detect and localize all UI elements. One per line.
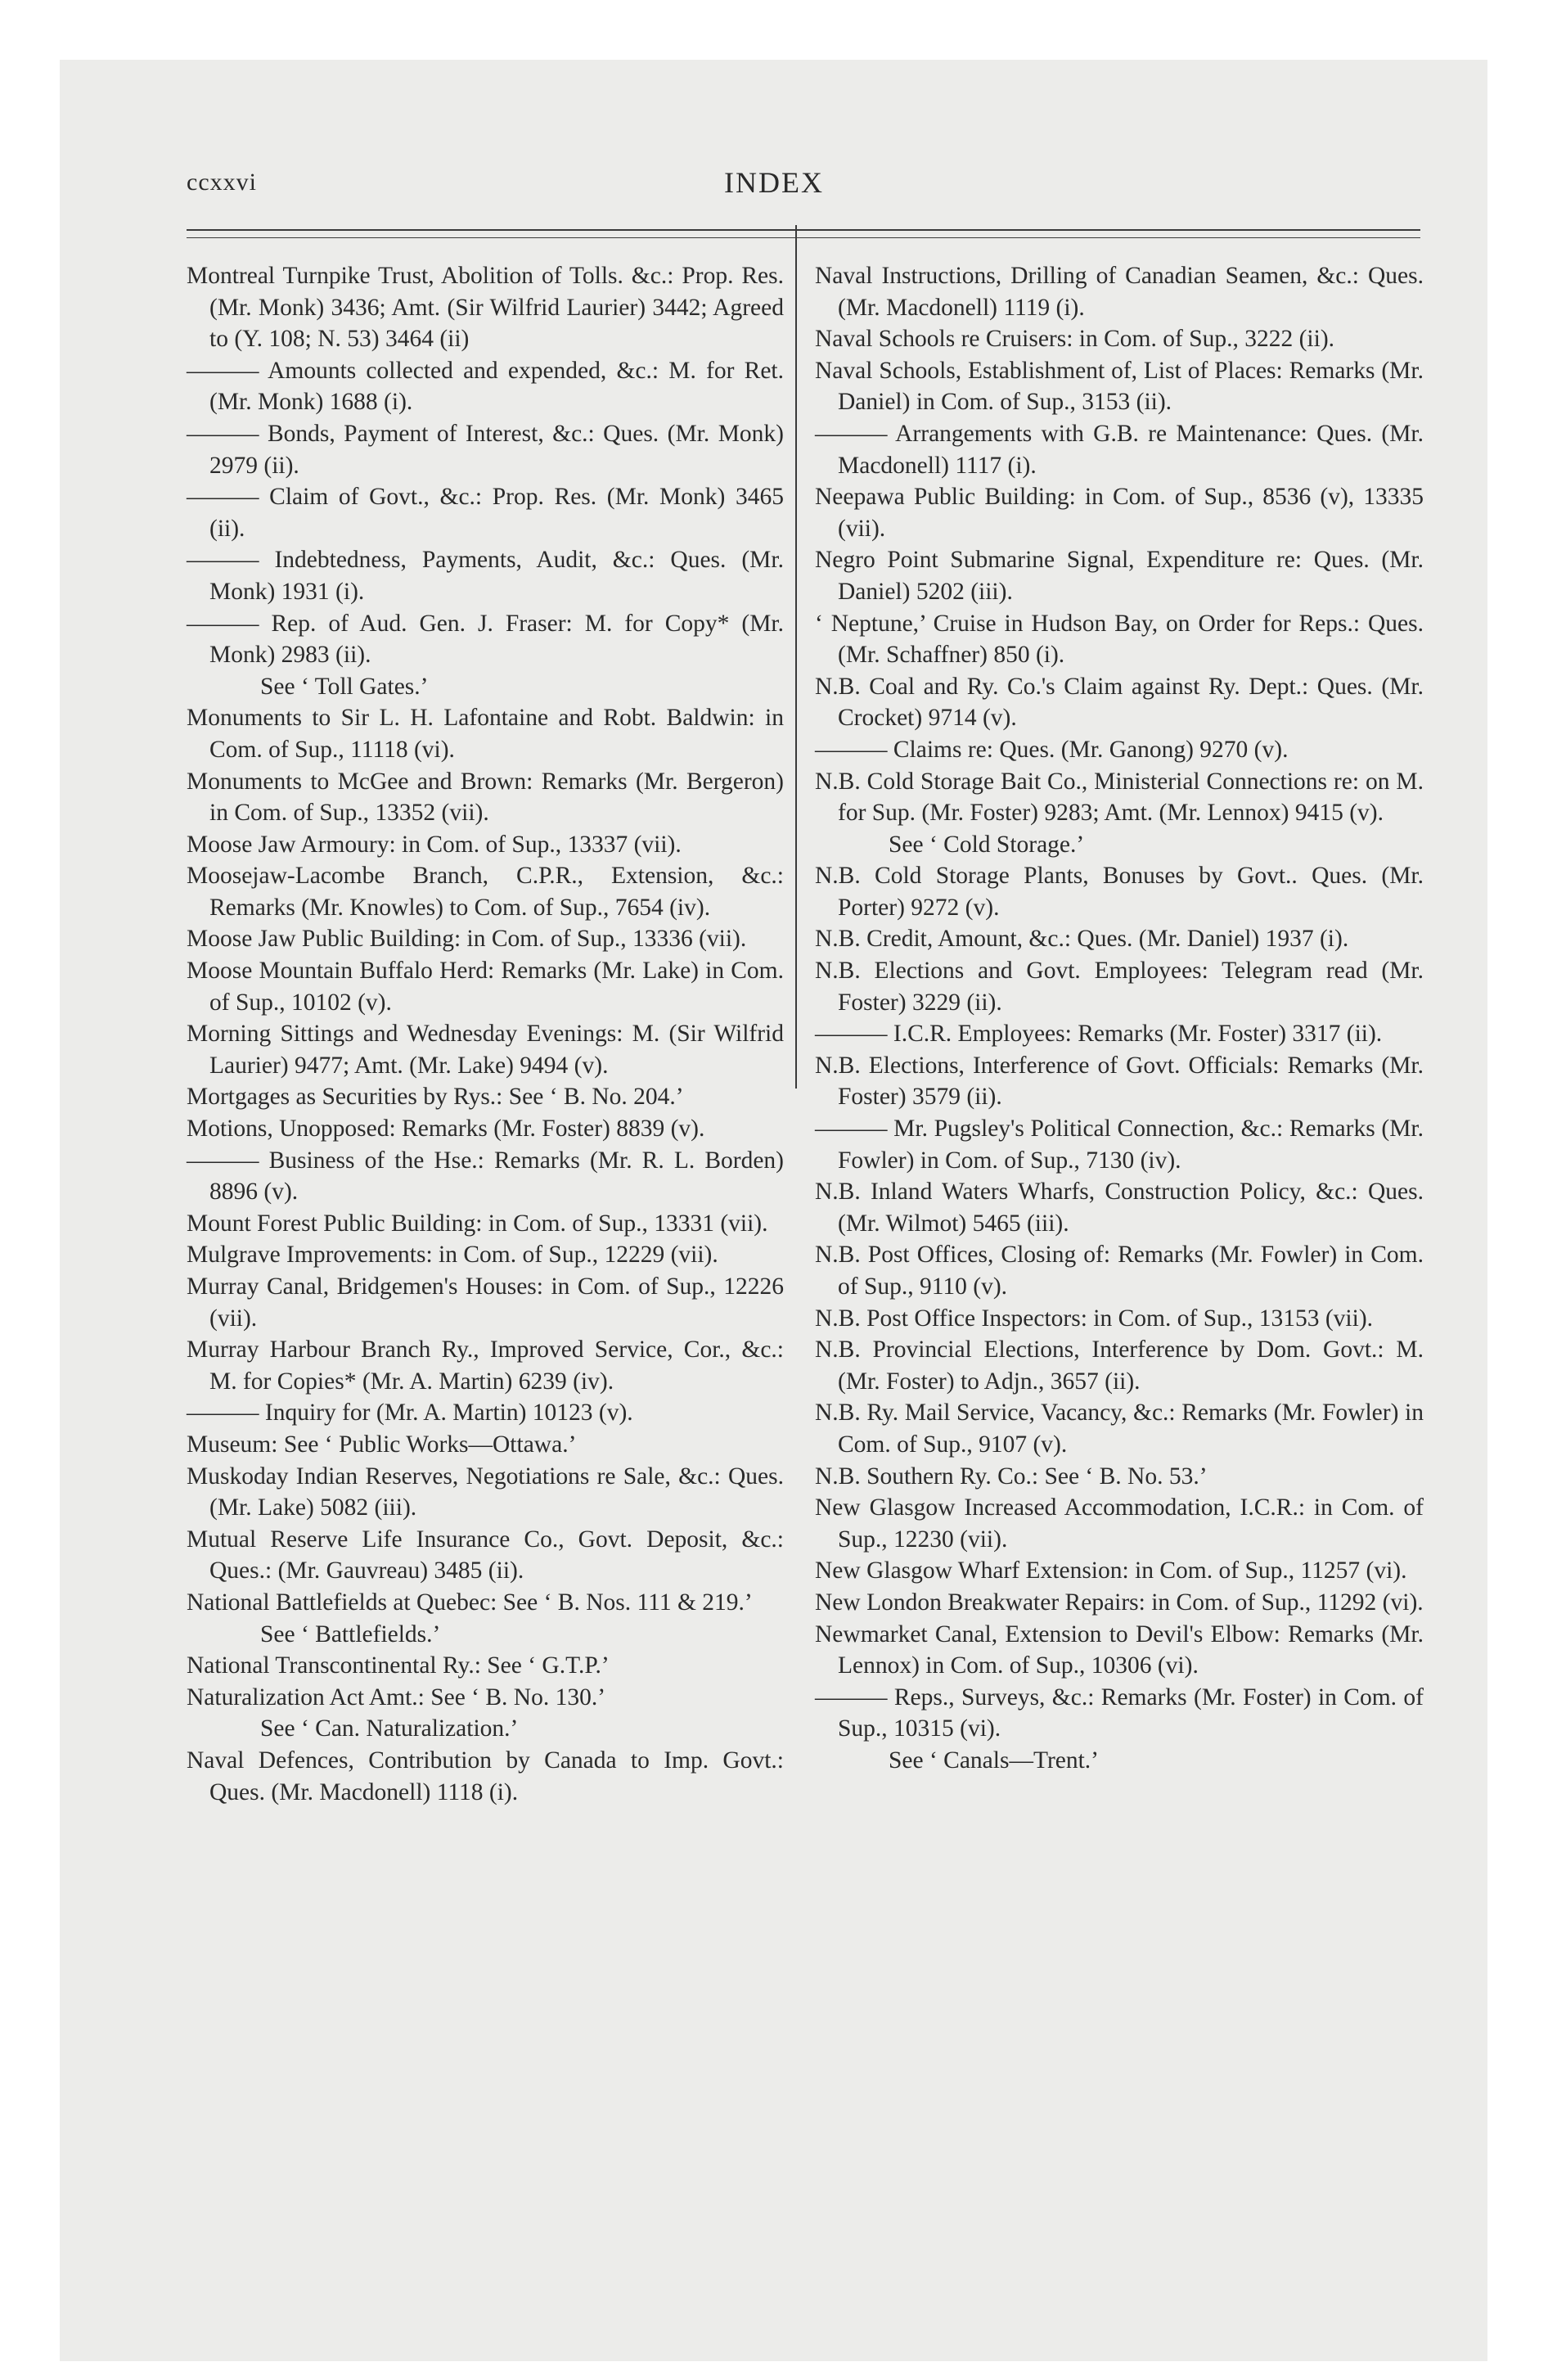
index-entry: Neepawa Public Building: in Com. of Sup., 8536 (v), 13335 (vii). xyxy=(815,484,1424,542)
index-entry: N.B. Southern Ry. Co.: See ‘ B. No. 53.’ xyxy=(815,1463,1208,1490)
index-entry: Newmarket Canal, Extension to Devil's Elbow: Remarks (Mr. Lennox) in Com. of Sup., 10306 (vi). xyxy=(815,1620,1424,1679)
index-entry: Moosejaw-Lacombe Branch, C.P.R., Extension, &c.: Remarks (Mr. Knowles) to Com. of Sup., 7654 (iv). xyxy=(187,863,784,921)
index-entry: National Battlefields at Quebec: See ‘ B. Nos. 111 & 219.’ xyxy=(187,1589,753,1616)
index-subentry: ——— Claim of Govt., &c.: Prop. Res. (Mr. Monk) 3465 (ii). xyxy=(187,484,784,542)
index-entry: N.B. Inland Waters Wharfs, Construction Policy, &c.: Ques. (Mr. Wilmot) 5465 (iii). xyxy=(815,1179,1424,1237)
page-number: ccxxvi xyxy=(187,169,257,196)
index-entry: National Transcontinental Ry.: See ‘ G.T.P.’ xyxy=(187,1652,610,1679)
index-entry: Naturalization Act Amt.: See ‘ B. No. 130.’ xyxy=(187,1684,606,1711)
index-column-right xyxy=(815,260,1424,1777)
index-cross-reference: See ‘ Cold Storage.’ xyxy=(889,831,1085,858)
index-entry: Museum: See ‘ Public Works—Ottawa.’ xyxy=(187,1431,577,1458)
index-entry: N.B. Coal and Ry. Co.'s Claim against Ry. Dept.: Ques. (Mr. Crocket) 9714 (v). xyxy=(815,673,1424,732)
index-cross-reference: See ‘ Toll Gates.’ xyxy=(260,673,429,700)
index-subentry: ——— Mr. Pugsley's Political Connection, &c.: Remarks (Mr. Fowler) in Com. of Sup., 7130 (iv). xyxy=(815,1116,1424,1174)
index-entry: Monuments to Sir L. H. Lafontaine and Robt. Baldwin: in Com. of Sup., 11118 (vi). xyxy=(187,705,784,763)
index-subentry: ——— Indebtedness, Payments, Audit, &c.: Ques. (Mr. Monk) 1931 (i). xyxy=(187,547,784,605)
index-entry: Naval Instructions, Drilling of Canadian Seamen, &c.: Ques. (Mr. Macdonell) 1119 (i). xyxy=(815,263,1424,321)
index-subentry: ——— Arrangements with G.B. re Maintenance: Ques. (Mr. Macdonell) 1117 (i). xyxy=(815,420,1424,479)
index-entry: N.B. Post Offices, Closing of: Remarks (Mr. Fowler) in Com. of Sup., 9110 (v). xyxy=(815,1242,1424,1300)
index-subentry: ——— Claims re: Ques. (Mr. Ganong) 9270 (v). xyxy=(815,736,1289,763)
index-entry: Moose Mountain Buffalo Herd: Remarks (Mr. Lake) in Com. of Sup., 10102 (v). xyxy=(187,958,784,1016)
index-entry: Naval Defences, Contribution by Canada to Imp. Govt.: Ques. (Mr. Macdonell) 1118 (i). xyxy=(187,1747,784,1805)
index-entry: Moose Jaw Armoury: in Com. of Sup., 13337 (vii). xyxy=(187,831,682,858)
index-entry: N.B. Ry. Mail Service, Vacancy, &c.: Remarks (Mr. Fowler) in Com. of Sup., 9107 (v). xyxy=(815,1400,1424,1458)
index-subentry: ——— I.C.R. Employees: Remarks (Mr. Foster) 3317 (ii). xyxy=(815,1021,1383,1048)
index-entry: N.B. Cold Storage Plants, Bonuses by Govt.. Ques. (Mr. Porter) 9272 (v). xyxy=(815,863,1424,921)
index-subentry: ——— Reps., Surveys, &c.: Remarks (Mr. Foster) in Com. of Sup., 10315 (vi). xyxy=(815,1684,1424,1742)
index-entry: Muskoday Indian Reserves, Negotiations re Sale, &c.: Ques. (Mr. Lake) 5082 (iii). xyxy=(187,1463,784,1521)
index-entry: New London Breakwater Repairs: in Com. of Sup., 11292 (vi). xyxy=(815,1589,1424,1616)
index-subentry: ——— Inquiry for (Mr. A. Martin) 10123 (v). xyxy=(187,1400,633,1427)
index-entry: Motions, Unopposed: Remarks (Mr. Foster) 8839 (v). xyxy=(187,1116,705,1143)
index-entry: Morning Sittings and Wednesday Evenings: M. (Sir Wilfrid Laurier) 9477; Amt. (Mr. Lake) 9494 (v). xyxy=(187,1021,784,1079)
page-title: INDEX xyxy=(724,166,824,199)
index-entry: N.B. Elections and Govt. Employees: Telegram read (Mr. Foster) 3229 (ii). xyxy=(815,958,1424,1016)
index-entry: Mutual Reserve Life Insurance Co., Govt. Deposit, &c.: Ques.: (Mr. Gauvreau) 3485 (ii). xyxy=(187,1526,784,1584)
index-entry: Mount Forest Public Building: in Com. of Sup., 13331 (vii). xyxy=(187,1210,768,1237)
index-entry: N.B. Post Office Inspectors: in Com. of Sup., 13153 (vii). xyxy=(815,1305,1374,1332)
index-entry: Murray Harbour Branch Ry., Improved Service, Cor., &c.: M. for Copies* (Mr. A. Martin) 6239 (iv). xyxy=(187,1336,784,1395)
index-entry: New Glasgow Increased Accommodation, I.C.R.: in Com. of Sup., 12230 (vii). xyxy=(815,1494,1424,1553)
index-column-left xyxy=(187,260,784,1808)
index-subentry: ——— Business of the Hse.: Remarks (Mr. R. L. Borden) 8896 (v). xyxy=(187,1147,784,1206)
index-entry: N.B. Provincial Elections, Interference by Dom. Govt.: M. (Mr. Foster) to Adjn., 3657 (ii). xyxy=(815,1336,1424,1395)
index-entry: Mulgrave Improvements: in Com. of Sup., 12229 (vii). xyxy=(187,1242,718,1269)
header-rule xyxy=(187,229,1420,231)
index-entry: Naval Schools, Establishment of, List of Places: Remarks (Mr. Daniel) in Com. of Sup., 3153 (ii). xyxy=(815,357,1424,416)
index-entry: N.B. Cold Storage Bait Co., Ministerial Connections re: on M. for Sup. (Mr. Foster) 9283; Amt. (Mr. Lennox) 9415 (v). xyxy=(815,768,1424,827)
index-entry: Montreal Turnpike Trust, Abolition of Tolls. &c.: Prop. Res. (Mr. Monk) 3436; Amt. (Sir Wilfrid Laurier) 3442; Agreed to (Y. 108; N. 53) 3464 (ii) xyxy=(187,263,784,353)
index-subentry: ——— Rep. of Aud. Gen. J. Fraser: M. for Copy* (Mr. Monk) 2983 (ii). xyxy=(187,610,784,669)
index-entry: Moose Jaw Public Building: in Com. of Sup., 13336 (vii). xyxy=(187,926,747,953)
index-entry: Murray Canal, Bridgemen's Houses: in Com. of Sup., 12226 (vii). xyxy=(187,1273,784,1332)
index-subentry: ——— Amounts collected and expended, &c.: M. for Ret. (Mr. Monk) 1688 (i). xyxy=(187,357,784,416)
header-rule-thin xyxy=(187,237,1420,238)
index-entry: Mortgages as Securities by Rys.: See ‘ B. No. 204.’ xyxy=(187,1084,684,1111)
index-cross-reference: See ‘ Battlefields.’ xyxy=(260,1620,441,1648)
index-entry: ‘ Neptune,’ Cruise in Hudson Bay, on Order for Reps.: Ques. (Mr. Schaffner) 850 (i). xyxy=(815,610,1424,669)
index-subentry: ——— Bonds, Payment of Interest, &c.: Ques. (Mr. Monk) 2979 (ii). xyxy=(187,420,784,479)
column-divider xyxy=(795,225,797,1089)
index-entry: Negro Point Submarine Signal, Expenditure re: Ques. (Mr. Daniel) 5202 (iii). xyxy=(815,547,1424,605)
index-entry: Monuments to McGee and Brown: Remarks (Mr. Bergeron) in Com. of Sup., 13352 (vii). xyxy=(187,768,784,827)
index-entry: New Glasgow Wharf Extension: in Com. of Sup., 11257 (vi). xyxy=(815,1557,1407,1584)
index-entry: Naval Schools re Cruisers: in Com. of Sup., 3222 (ii). xyxy=(815,326,1335,353)
index-cross-reference: See ‘ Can. Naturalization.’ xyxy=(260,1715,519,1742)
index-entry: N.B. Credit, Amount, &c.: Ques. (Mr. Daniel) 1937 (i). xyxy=(815,926,1349,953)
index-cross-reference: See ‘ Canals—Trent.’ xyxy=(889,1747,1100,1774)
index-entry: N.B. Elections, Interference of Govt. Officials: Remarks (Mr. Foster) 3579 (ii). xyxy=(815,1052,1424,1111)
